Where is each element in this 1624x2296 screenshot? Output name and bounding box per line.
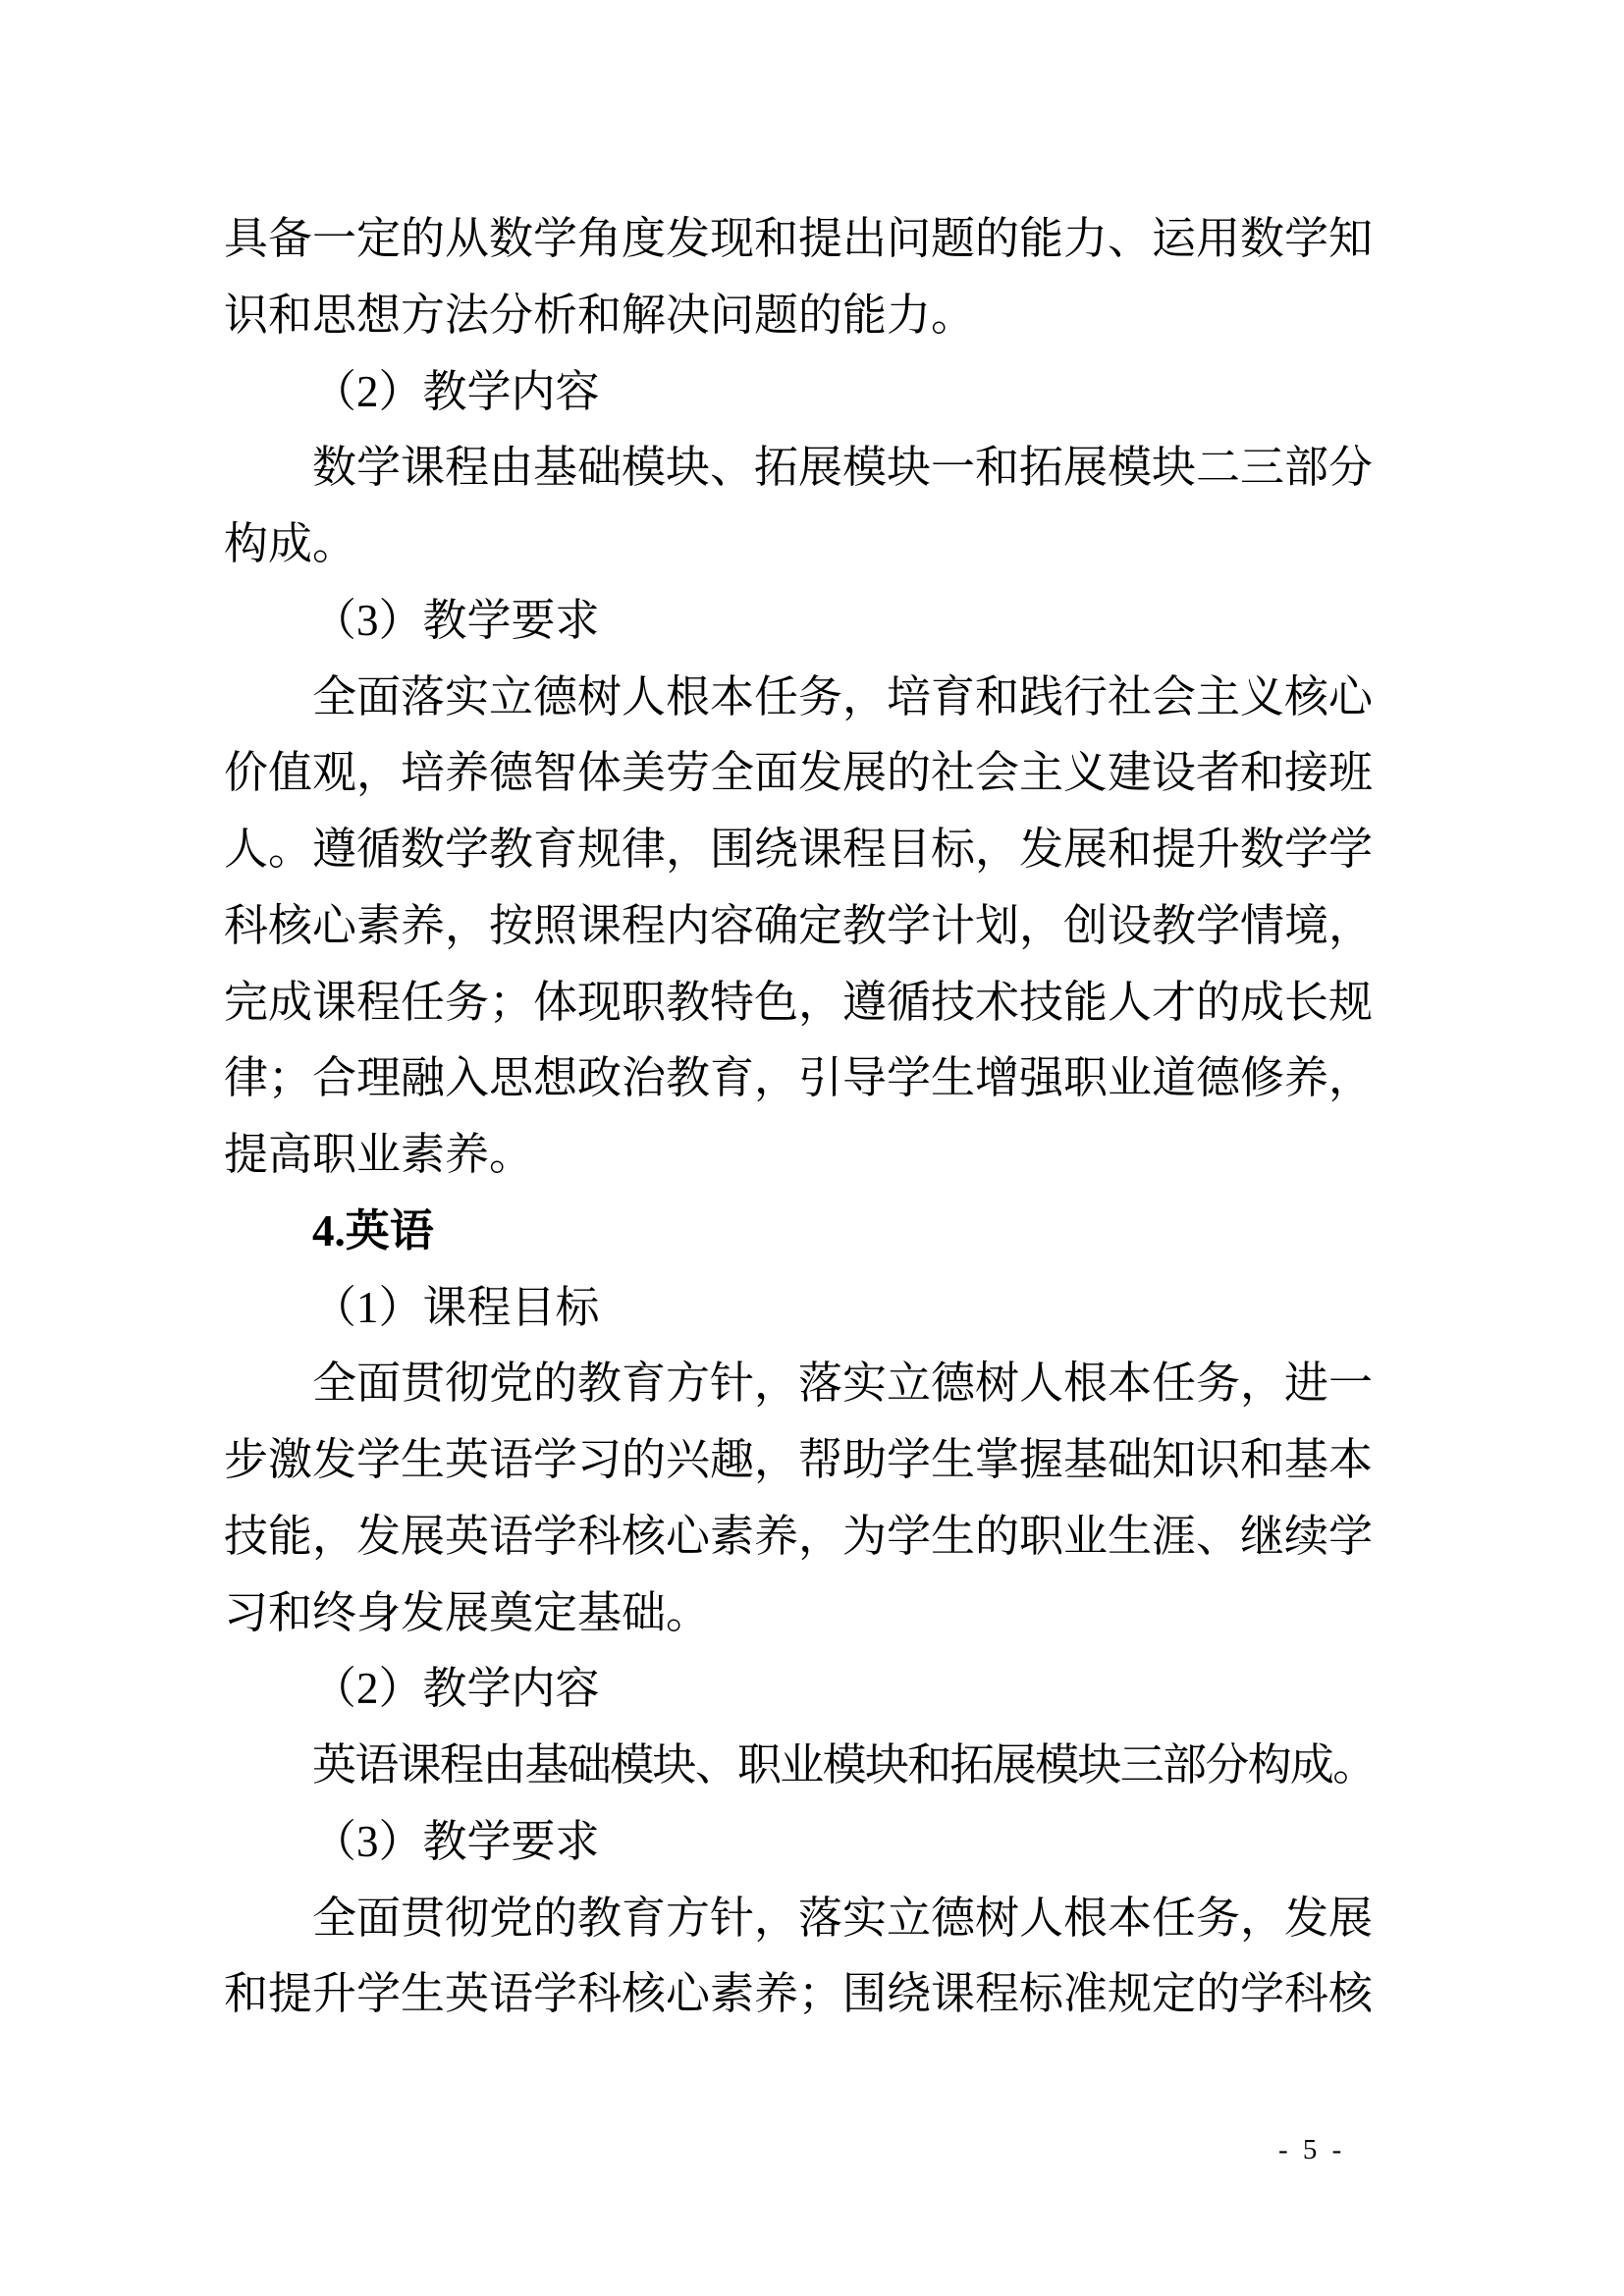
body-text-line: 完成课程任务；体现职教特色，遵循技术技能人才的成长规 — [224, 977, 1374, 1027]
subsection-heading-1-english: （1）课程目标 — [312, 1282, 600, 1332]
body-text-line: 律；合理融入思想政治教育，引导学生增强职业道德修养， — [224, 1053, 1374, 1103]
body-text-line: 构成。 — [224, 519, 357, 568]
body-text-line: 技能，发展英语学科核心素养，为学生的职业生涯、继续学 — [224, 1511, 1374, 1561]
section-heading-english: 4.英语 — [312, 1205, 434, 1255]
document-text-block — [224, 201, 1375, 2033]
body-text-line: 全面贯彻党的教育方针，落实立德树人根本任务，进一 — [312, 1359, 1374, 1409]
body-text-line: 和提升学生英语学科核心素养；围绕课程标准规定的学科核 — [224, 1969, 1374, 2019]
subsection-heading-2-math: （2）教学内容 — [312, 366, 600, 416]
body-text-line: 英语课程由基础模块、职业模块和拓展模块三部分构成。 — [312, 1740, 1376, 1789]
body-text-line: 识和思想方法分析和解决问题的能力。 — [224, 290, 976, 340]
body-text-line: 步激发学生英语学习的兴趣，帮助学生掌握基础知识和基本 — [224, 1435, 1374, 1484]
body-text-line: 全面贯彻党的教育方针，落实立德树人根本任务，发展 — [312, 1893, 1374, 1943]
subsection-heading-2-english: （2）教学内容 — [312, 1664, 600, 1714]
subsection-heading-3-english: （3）教学要求 — [312, 1816, 600, 1866]
body-text-line: 数学课程由基础模块、拓展模块一和拓展模块二三部分 — [312, 443, 1374, 493]
body-text-line: 习和终身发展奠定基础。 — [224, 1587, 711, 1637]
page-number: - 5 - — [1278, 2134, 1346, 2165]
subsection-heading-3-math: （3）教学要求 — [312, 595, 600, 645]
body-text-line: 具备一定的从数学角度发现和提出问题的能力、运用数学知 — [224, 214, 1374, 263]
body-text-line: 人。遵循数学教育规律，围绕课程目标，发展和提升数学学 — [224, 825, 1374, 874]
body-text-line: 全面落实立德树人根本任务，培育和践行社会主义核心 — [312, 671, 1374, 721]
body-text-line: 科核心素养，按照课程内容确定教学计划，创设教学情境， — [224, 900, 1374, 950]
body-text-line: 提高职业素养。 — [224, 1130, 534, 1179]
body-text-line: 价值观，培养德智体美劳全面发展的社会主义建设者和接班 — [224, 748, 1374, 798]
